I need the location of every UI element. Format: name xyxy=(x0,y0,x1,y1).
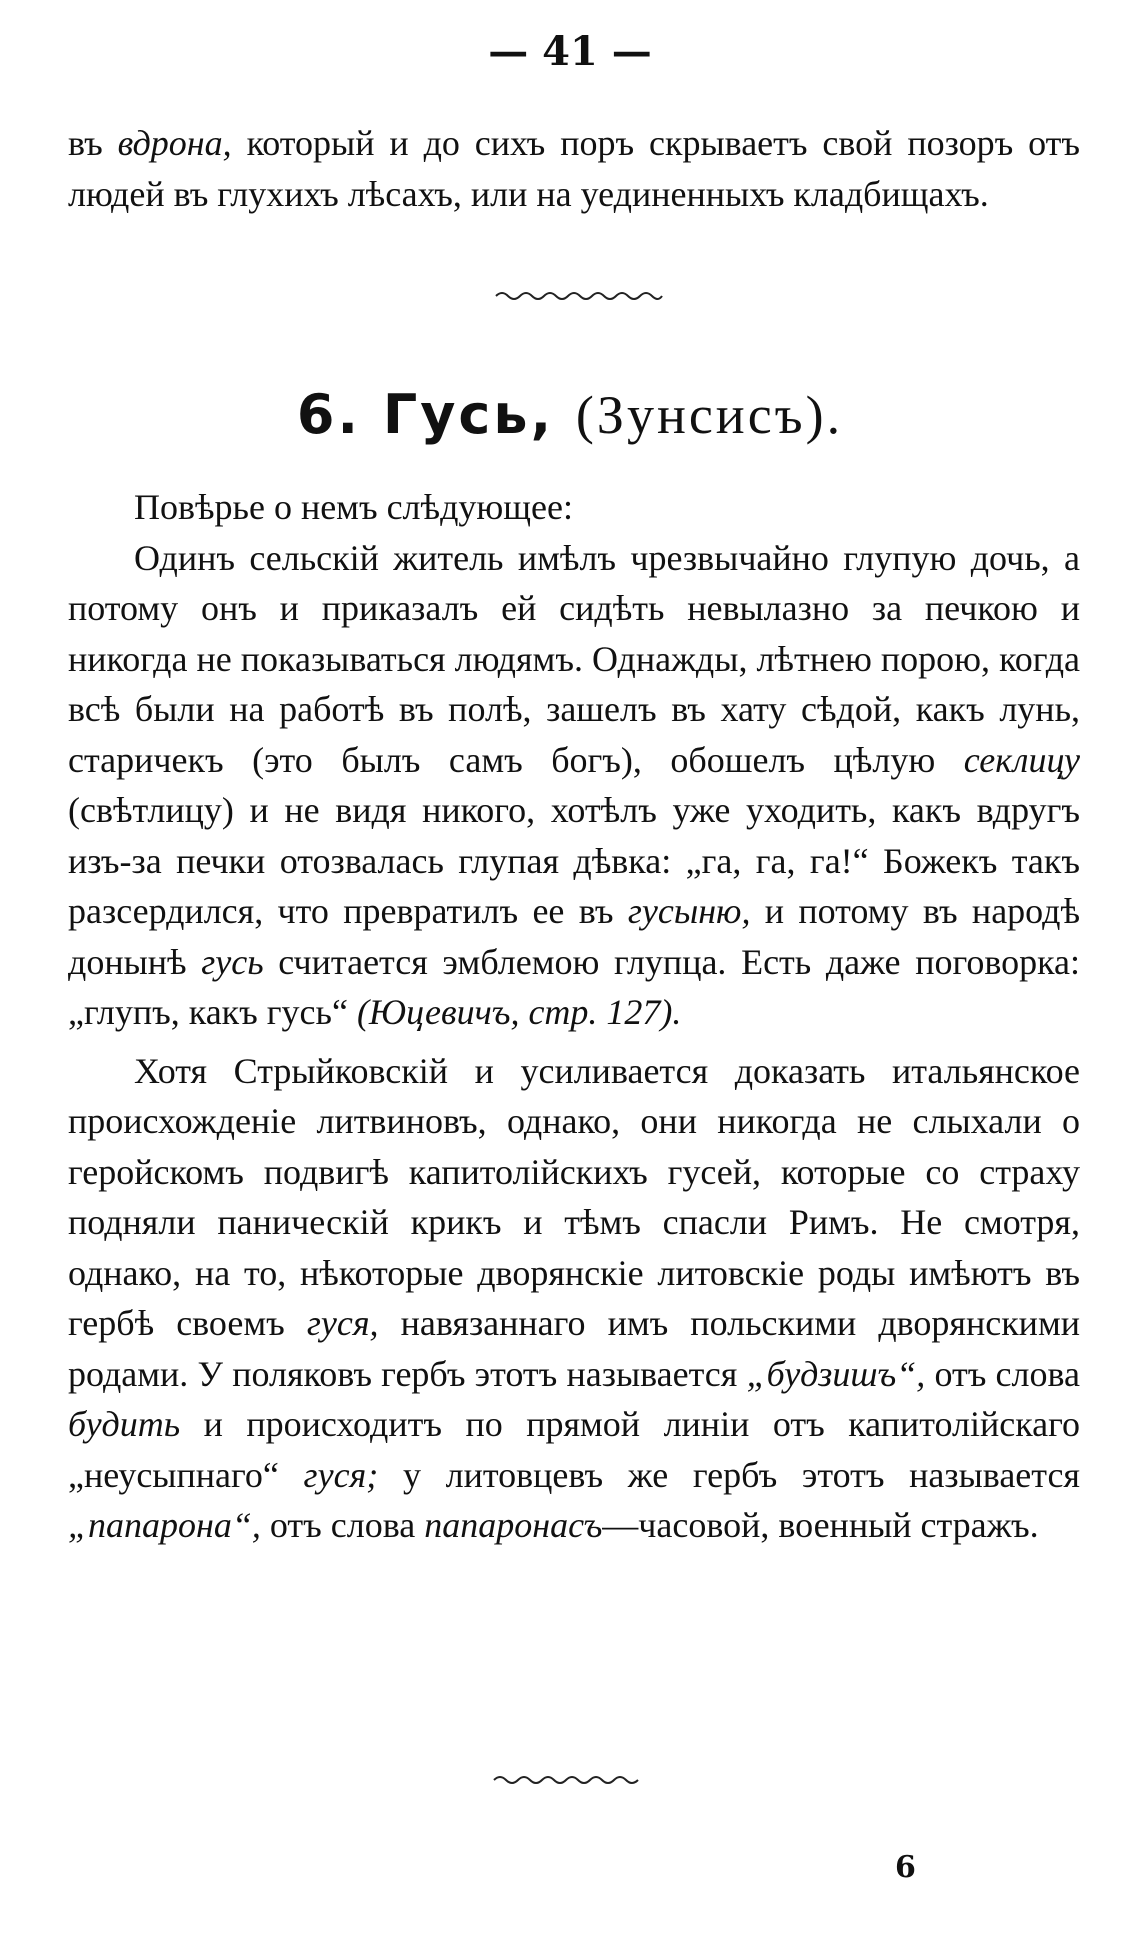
section-divider-bottom xyxy=(492,1772,644,1786)
citation: (Юцевичъ, стр. 127). xyxy=(356,992,682,1032)
section-number: 6. xyxy=(296,383,361,446)
history-paragraph: Хотя Стрыйковскій и усиливается доказать итальянское происхожденіе литвиновъ, однако, они никогда не слыхали о геройскомъ подвигѣ капитолійскихъ гусей, которые со страху подняли паническій крикъ и тѣмъ спасли Римъ. Не смотря, однако, на то, нѣкоторые дворянскіе литовскіе роды имѣютъ въ гербѣ своемъ гуся, навязаннаго имъ польскими дворянскими родами. У поляковъ гербъ этотъ называется „будзишъ“, отъ слова будить и происходитъ по прямой линіи отъ капитолійскаго „неусыпнаго“ гуся; у литовцевъ же гербъ этотъ называется „папарона“, отъ слова папаронасъ—часовой, военный стражъ. xyxy=(68,1050,1080,1545)
italic-word: вдрона, xyxy=(117,123,232,163)
italic-word: „папарона“, xyxy=(68,1505,261,1545)
paragraph-continuation: въ вдрона, который и до сихъ поръ скрываетъ свой позоръ отъ людей въ глухихъ лѣсахъ, или на уединенныхъ кладбищахъ. xyxy=(68,123,1081,214)
italic-word: гуся, xyxy=(306,1303,379,1343)
section-heading xyxy=(0,383,1140,446)
italic-word: гусыню, xyxy=(627,891,751,931)
italic-word: гусь xyxy=(201,941,264,982)
page-number: — 41 — xyxy=(488,28,652,75)
main-text xyxy=(68,482,1080,1551)
italic-word: гуся; xyxy=(303,1454,379,1495)
section-title: Гусь, xyxy=(382,383,555,446)
section-divider-top xyxy=(494,288,664,302)
printer-signature-mark: 6 xyxy=(895,1850,916,1885)
continued-paragraph xyxy=(68,118,1080,219)
italic-word: „будзишъ“, xyxy=(746,1353,926,1394)
intro-line: Повѣрье о немъ слѣдующее: xyxy=(134,487,573,527)
italic-word: секлицу xyxy=(963,739,1080,780)
story-paragraph: Одинъ сельскій житель имѣлъ чрезвычайно глупую дочь, а потому онъ и приказалъ ей сидѣть невылазно за печкою и никогда не показываться людямъ. Однажды, лѣтнею порою, когда всѣ были на работѣ въ полѣ, зашелъ въ хату сѣдой, какъ лунь, старичекъ (это былъ самъ богъ), обошелъ цѣлую секлицу (свѣтлицу) и не видя никого, хотѣлъ уже уходить, какъ вдругъ изъ-за печки отозвалась глупая дѣвка: „га, га, га!“ Божекъ такъ разсердился, что превратилъ ее въ гусыню, и потому въ народѣ донынѣ гусь считается эмблемою глупца. Есть даже поговорка: „глупъ, какъ гусь“ (Юцевичъ, стр. 127). xyxy=(68,537,1081,1032)
italic-word: будить xyxy=(68,1404,181,1444)
section-lithuanian-name: (Зунсисъ). xyxy=(575,385,844,445)
italic-word: папаронасъ xyxy=(424,1505,603,1545)
